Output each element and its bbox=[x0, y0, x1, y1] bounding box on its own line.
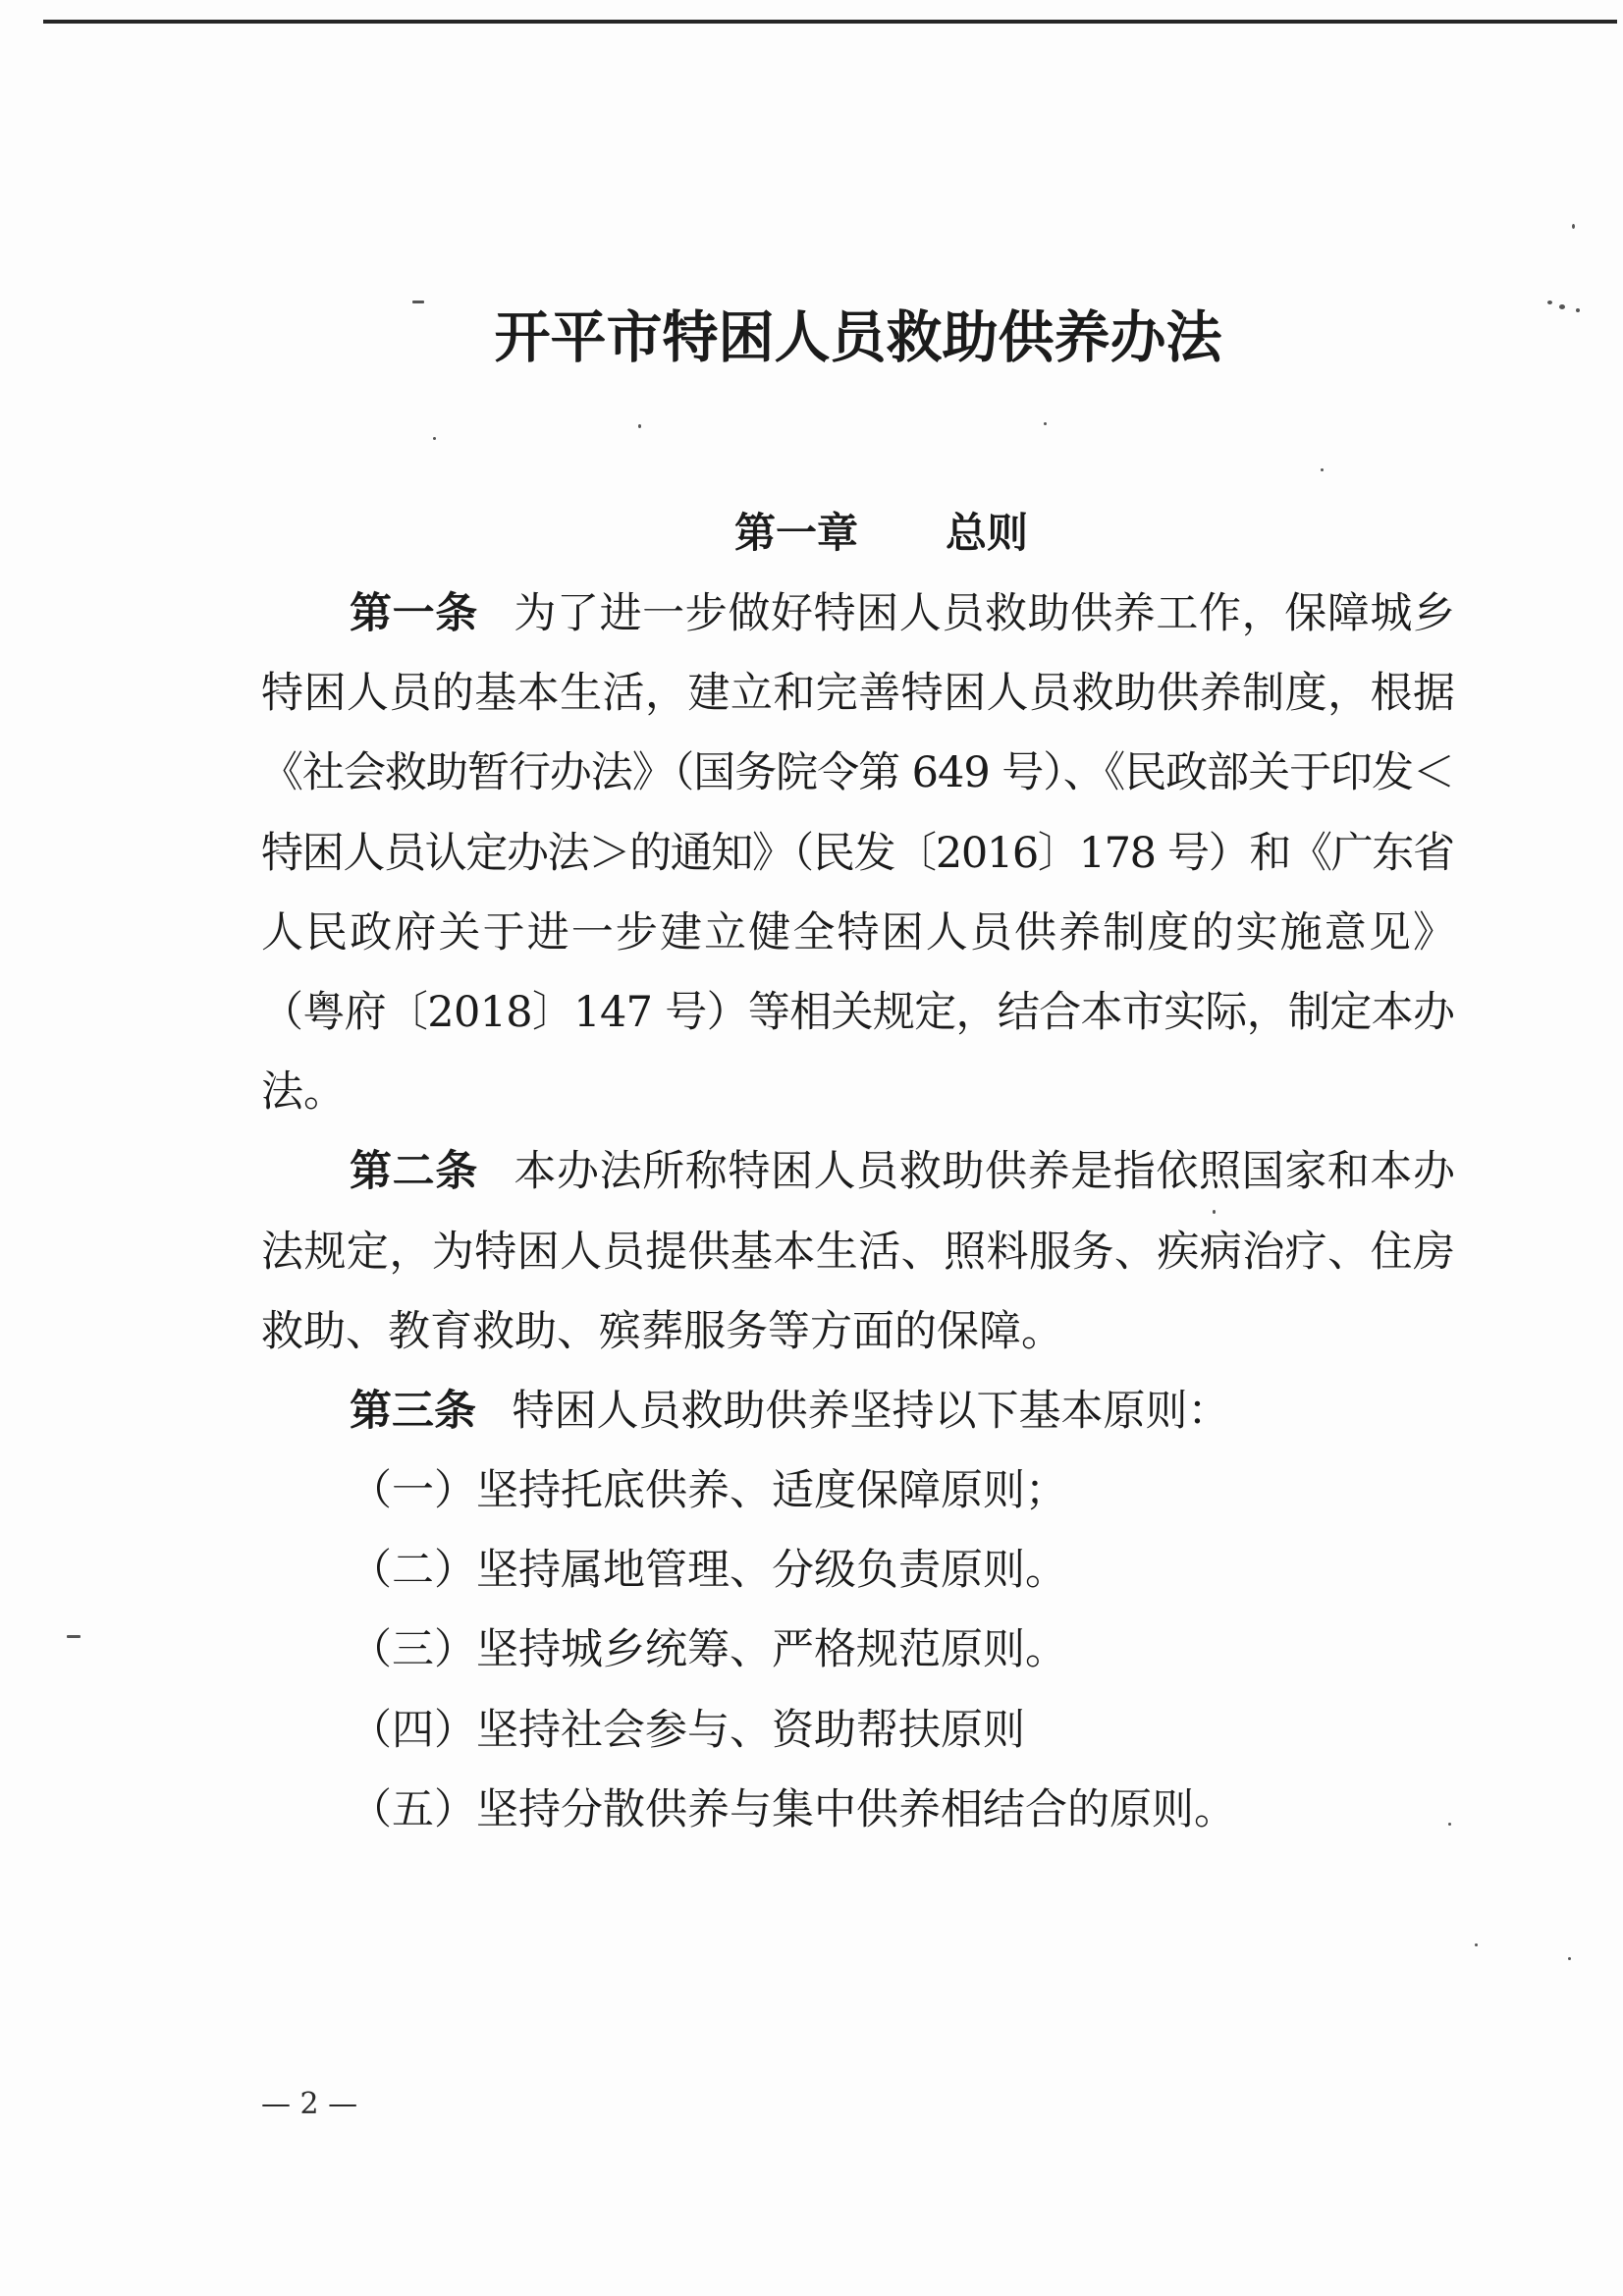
principle-text bbox=[350, 1691, 1025, 1771]
article-text: 特困人员认定办法＞的通知》（民发〔2016〕178 号）和《广东省 bbox=[261, 828, 1454, 878]
article-1 bbox=[261, 574, 1458, 1132]
article-line-text bbox=[261, 1292, 1063, 1372]
principle-item bbox=[261, 1611, 1455, 1690]
article-line bbox=[261, 1053, 1455, 1132]
scan-speck bbox=[412, 301, 424, 303]
document-body bbox=[261, 574, 1458, 1850]
principle-text bbox=[350, 1531, 1067, 1611]
article-line bbox=[261, 894, 1458, 973]
principle-item bbox=[261, 1451, 1455, 1531]
header-rule bbox=[43, 20, 1617, 24]
principle-text bbox=[350, 1611, 1067, 1690]
article-line bbox=[261, 1132, 1455, 1212]
article-text: 为了进一步做好特困人员救助供养工作，保障城乡 bbox=[514, 589, 1456, 638]
principle-item bbox=[261, 1771, 1455, 1850]
principle-item bbox=[261, 1691, 1455, 1771]
page-number: — 2 — bbox=[261, 2087, 358, 2121]
article-text: 人民政府关于进一步建立健全特困人员供养制度的实施意见》 bbox=[261, 907, 1458, 957]
principle-label: （四）坚持社会参与、资助帮扶原则 bbox=[350, 1705, 1025, 1755]
article-line bbox=[261, 973, 1455, 1053]
article-line-text bbox=[261, 894, 1457, 973]
article-line bbox=[261, 654, 1455, 734]
principle-label: （二）坚持属地管理、分级负责原则。 bbox=[350, 1546, 1067, 1596]
article-line bbox=[261, 1372, 1455, 1451]
chapter-name: 总则 bbox=[946, 509, 1029, 557]
scan-speck bbox=[1044, 422, 1047, 425]
article-text: 《社会救助暂行办法》（国务院令第 649 号）、《民政部关于印发＜ bbox=[261, 748, 1454, 798]
scan-speck bbox=[1321, 468, 1324, 471]
scan-speck bbox=[1572, 224, 1575, 229]
article-text: （粤府〔2018〕147 号）等相关规定，结合本市实际，制定本办 bbox=[261, 987, 1455, 1037]
principle-text bbox=[350, 1451, 1067, 1531]
scan-speck bbox=[1213, 1210, 1216, 1214]
principle-label: （五）坚持分散供养与集中供养相结合的原则。 bbox=[350, 1784, 1236, 1834]
chapter-heading bbox=[734, 499, 1028, 568]
article-line-text bbox=[261, 814, 1454, 894]
principle-label: （三）坚持城乡统筹、严格规范原则。 bbox=[350, 1625, 1067, 1675]
scan-speck bbox=[1559, 304, 1565, 309]
scan-speck bbox=[1568, 1957, 1571, 1960]
document-title: 开平市特困人员救助供养办法 bbox=[494, 304, 1222, 370]
scan-speck bbox=[1475, 1943, 1478, 1946]
article-text: 救助、教育救助、殡葬服务等方面的保障。 bbox=[261, 1306, 1063, 1356]
article-text: 法规定，为特困人员提供基本生活、照料服务、疾病治疗、住房 bbox=[261, 1227, 1456, 1277]
article-label: 第三条 bbox=[350, 1386, 476, 1436]
article-line bbox=[261, 1213, 1455, 1292]
principle-label: （一）坚持托底供养、适度保障原则； bbox=[350, 1466, 1067, 1516]
article-line bbox=[261, 814, 1455, 894]
article-line-text bbox=[261, 1053, 346, 1132]
article-line bbox=[261, 574, 1455, 654]
article-line-text bbox=[350, 1132, 1456, 1212]
article-line-text bbox=[261, 654, 1455, 734]
article-line-text bbox=[261, 1213, 1455, 1292]
chapter-number: 第一章 bbox=[734, 509, 859, 557]
scan-speck bbox=[433, 437, 436, 440]
principle-text bbox=[350, 1771, 1236, 1850]
article-text: 特困人员救助供养坚持以下基本原则： bbox=[512, 1386, 1230, 1436]
article-line bbox=[261, 734, 1455, 813]
article-2 bbox=[261, 1132, 1455, 1372]
article-text: 本办法所称特困人员救助供养是指依照国家和本办 bbox=[514, 1147, 1456, 1197]
scan-speck bbox=[1448, 1823, 1451, 1826]
article-line-text bbox=[261, 973, 1454, 1053]
article-line-text bbox=[261, 734, 1454, 813]
article-line bbox=[261, 1292, 1455, 1372]
scan-speck bbox=[1547, 301, 1552, 304]
article-3 bbox=[261, 1372, 1455, 1850]
article-text: 特困人员的基本生活，建立和完善特困人员救助供养制度，根据 bbox=[261, 669, 1456, 719]
article-line-text bbox=[350, 1372, 1230, 1451]
article-line-text bbox=[350, 574, 1456, 654]
article-label: 第一条 bbox=[350, 589, 478, 638]
scan-speck bbox=[638, 424, 641, 428]
scan-speck bbox=[67, 1635, 81, 1638]
article-text: 法。 bbox=[261, 1067, 346, 1118]
scan-speck bbox=[1576, 308, 1580, 312]
principle-item bbox=[261, 1531, 1455, 1611]
article-label: 第二条 bbox=[350, 1147, 478, 1197]
